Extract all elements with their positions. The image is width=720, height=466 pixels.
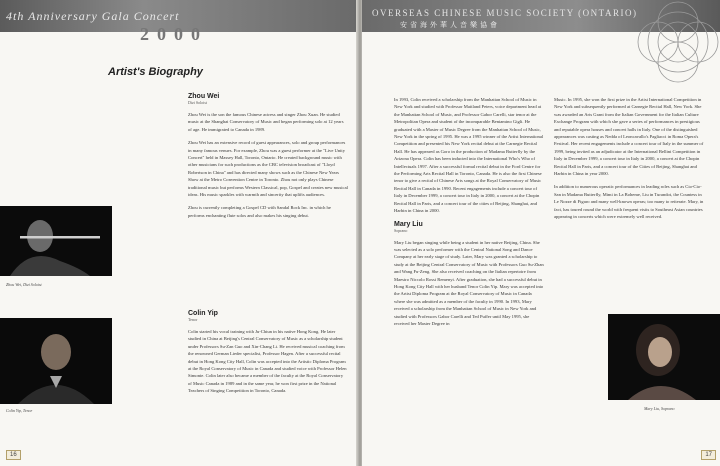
zhou-para-3: Zhou is currently completing a Gospel CD with Sandal Rock Inc. in which he performs enchanting flute solos and also makes his singing debut. [188, 205, 331, 218]
page-number-left: 16 [6, 450, 21, 460]
gala-year: 2000 [140, 24, 208, 44]
colin-continued-para: In 1993, Colin received a scholarship from the Manhattan School of Music in New York and studied with Professor Maitland Peters, voice department head at the Manhattan School of Music, and Professor Gabor Carelli, star tenor at the Metropolitan Opera and student of the incomparable Beniamino Gigli. He graduated with a Master of Music Degree from the Manhattan School of Music, New York in the spring of 1995. He was a 1995 winner of the Artist International Competition and presented his New York recital debut at the Carnegie Recital Hall. He has appeared as Goro in the production of Madama Butterfly by the Arizona Opera. Colin has been inducted into the International Who's Who of Intellectuals 1997. After a successful formal recital debut in the Ford Centre for the Performing Arts Recital Hall in Toronto, Canada. He is also the first Chinese tenor to give a recital of Chinese Arts songs at the Royal Conservatory of Music Recital Hall in Canada in 1990. Recent engagements include a concert tour of Italy in December 1999, a concert tour in Italy in 2000, a concert at the Chopin Recital Hall in Paris, and a concert tour of the cities of Beijing, Shanghai, and Harbin in China in 2000. [394, 97, 544, 214]
zhou-para-2: Zhou Wei has an extensive record of guest appearances, solo and group performances in many famous venues. For example, Zhou was a guest performer at the "Live Unity Concert" held in Massey Hall, Toronto, Ontario. He created background music with other musicians for such productions as the CBC television broadcast of "Lloyd Robertson in China" and has directed many shows such as the Chinese New Years Show at the Metro Convention Centre in Toronto. Zhou not only plays Chinese traditional music but performs Western Classical, pop, Gospel and creates new musical ideas. His music sparkles with warmth and sincerity that uplifts audiences. [188, 140, 348, 198]
right-page [362, 0, 720, 466]
page-number-right: 17 [701, 450, 716, 460]
rosette-ornament [636, 0, 720, 84]
mary-caption: Mary Liu, Soprano [644, 406, 675, 411]
right-col-2 [554, 96, 704, 227]
society-name: OVERSEAS CHINESE MUSIC SOCIETY (ONTARIO) [372, 8, 638, 18]
zhou-caption: Zhou Wei, Dizi Soloist [6, 282, 42, 287]
mary-photo-image [608, 314, 720, 400]
gala-title: 4th Anniversary Gala Concert [6, 9, 180, 23]
left-page [0, 0, 358, 466]
zhou-para-1: Zhou Wei is the son the famous Chinese actress and singer Zhou Xuan. He studied music at the Shanghai Conservatory of Music and began performing solo at 12 years of age. He immigrated to Canada in 1989. [188, 112, 344, 132]
colin-photo-image [0, 318, 112, 404]
page-title: Artist's Biography [108, 66, 203, 78]
zhou-photo-image [0, 206, 112, 276]
zhou-photo [0, 206, 112, 276]
right-col-1 [394, 96, 544, 333]
mary-para-3: In addition to numerous operatic performances in leading roles such as Cio-Cio-San in Madama Butterfly, Mimi in La Boheme, Liu in Turandot, the Countess in Le Nozze di Figaro and many well-known operas; too many to reiterate. Mary, in fact, has toured round the world with frequent visits to Southeast Asian countries appearing in concerts which were extremely well received. [554, 184, 704, 220]
colin-para-1: Colin started his vocal training with Ju-Chiun in his native Hong Kong. He later studied in China at Beijing's Central Conservatory of Music as a scholarship student under Professors Su-Zan Guo and Xin-Chang Li. He received musical coaching from the renowned German Lieder specialist, Professor Hagen. After a successful recital debut in Hong Kong City Hall, Colin was accepted into the Artistic Diploma Program at the Royal Conservatory of Music in Canada and studied voice with Professor Helen Simonie. Colin later also became a member of the faculty at the Royal Conservatory of Music Canada in 1989 and in the same year, he won first prize in the National Teachers of Singing Competition in Toronto, Canada. [188, 329, 347, 394]
colin-role: Tenor [188, 317, 198, 322]
mary-para-1: Mary Liu began singing while being a student in her native Beijing, China. She was selected as a solo performer with the Central National Song and Dance Company at her early stage of study. Later, Mary was granted a scholarship to study at the Beijing Central Conservatory of Music with Professors Guo Su-Zhan and Wang Fu-Zeng. She also received coaching on the Italian repertoire from Maestro Niccolo Rossi Remenyi. After graduation, she had a successful debut in Hong Kong City Hall with her husband Tenor Colin Yip. Mary was accepted into the Artist Diploma Program at the Royal Conservatory of Music in Canada where she was admitted as a member of the faculty in 1990. In 1993, Mary received a scholarship from the Manhattan School of Music in New York and studied with Professors Gabor Carelli and Ted Puffer until May 1995, she received her Master Degree in [394, 239, 544, 326]
colin-name: Colin Yip [188, 310, 218, 317]
colin-photo [0, 318, 112, 404]
zhou-name: Zhou Wei [188, 93, 220, 100]
colin-caption: Colin Yip, Tenor [6, 408, 33, 413]
colin-bio [188, 310, 348, 401]
society-name-cn: 安省海外華人音樂協會 [400, 21, 500, 29]
zhou-bio [188, 93, 348, 225]
mary-photo [608, 314, 720, 400]
mary-role: Soprano [394, 227, 408, 233]
mary-para-2: Music. In 1995, she won the first prize in the Artist International Competition in New York and subsequently performed at Carnegie Recital Hall, New York. She was awarded an Arts Grant from the Italian Government for the Italian Culture Exchange Program with which she gave a series of performances in prestigious and reputable opera houses and concert halls in Italy. One of the distinguished appearances was casting as Nedda of Leoncavallo's Pagliacci in Roma Opera's Festival. Her recent engagements include a concert tour of Italy in the summer of 1999, being invited as an adjudicator at the International Bellini Competition in Italy in December 1999, a concert tour in Italy in 2000, a concert at the Chopin Recital Hall in Paris, and a concert tour of the Cities of Beijing, Shanghai and Harbin in China in year 2000. [554, 97, 704, 177]
zhou-role: Dizi Soloist [188, 100, 208, 105]
mary-name: Mary Liu [394, 220, 423, 228]
